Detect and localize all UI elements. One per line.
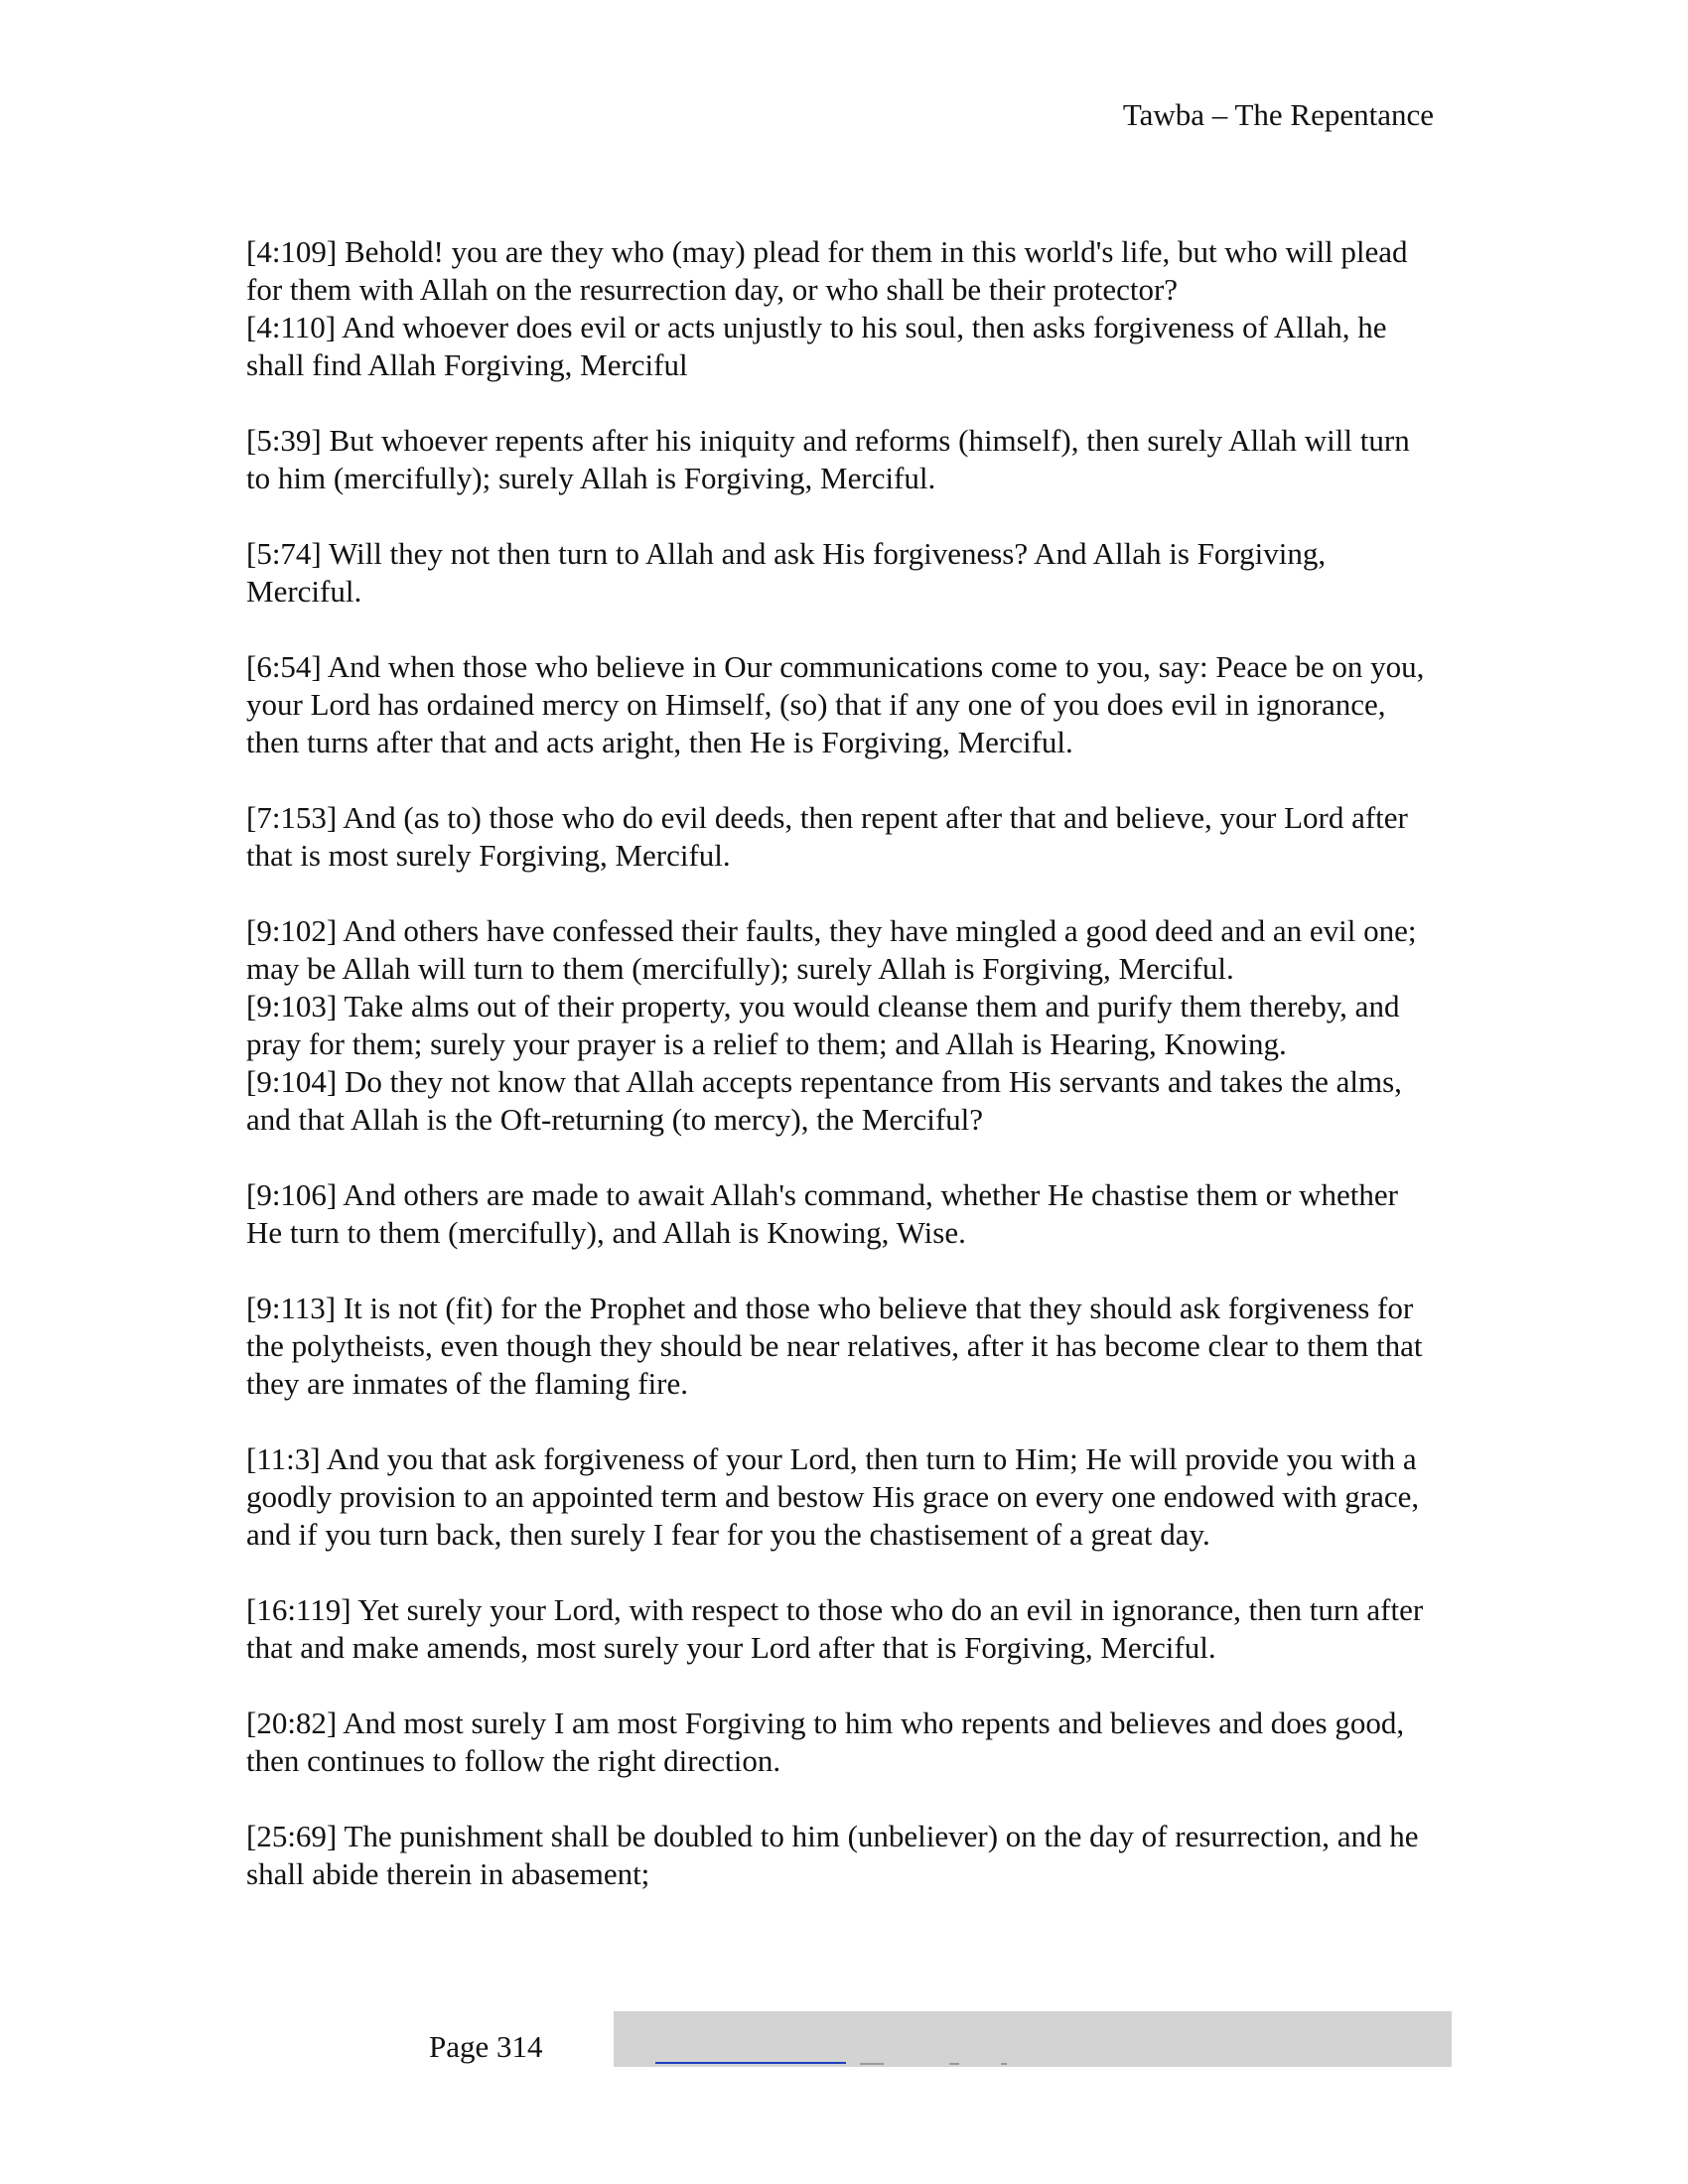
footer-faint-mark — [860, 2063, 884, 2065]
footer-link-underline[interactable] — [655, 2062, 846, 2064]
verse-16-119: [16:119] Yet surely your Lord, with respect to those who do an evil in ignorance, then turn after that and make amends, most surely your Lord after that is Forgiving, Merciful. — [246, 1592, 1424, 1665]
verse-9-103: [9:103] Take alms out of their property, you would cleanse them and purify them thereby, and pray for them; surely your prayer is a relief to them; and Allah is Hearing, Knowing. — [246, 989, 1400, 1061]
footer-faint-mark — [949, 2063, 959, 2065]
verse-4-109: [4:109] Behold! you are they who (may) plead for them in this world's life, but who will plead for them with Allah on the resurrection day, or who shall be their protector? — [246, 234, 1408, 307]
passage-16-119 — [246, 1591, 1438, 1667]
verse-5-74: [5:74] Will they not then turn to Allah and ask His forgiveness? And Allah is Forgiving, Merciful. — [246, 536, 1327, 609]
running-header: Tawba – The Repentance — [1122, 97, 1434, 132]
passage-5-74 — [246, 535, 1438, 611]
verse-5-39: [5:39] But whoever repents after his iniquity and reforms (himself), then surely Allah will turn to him (mercifully); surely Allah is Forgiving, Merciful. — [246, 423, 1410, 495]
passage-5-39 — [246, 422, 1438, 497]
passage-25-69 — [246, 1818, 1438, 1893]
verse-9-106: [9:106] And others are made to await Allah's command, whether He chastise them or whether He turn to them (mercifully), and Allah is Knowing, Wise. — [246, 1177, 1398, 1250]
footer-faint-mark — [1001, 2063, 1007, 2065]
passage-11-3 — [246, 1440, 1438, 1554]
passage-6-54 — [246, 648, 1438, 761]
verse-11-3: [11:3] And you that ask forgiveness of your Lord, then turn to Him; He will provide you with a goodly provision to an appointed term and bestow His grace on every one endowed with grace, and if you turn back, then surely I fear for you the chastisement of a great day. — [246, 1441, 1420, 1552]
passage-9-113 — [246, 1290, 1438, 1403]
passage-4-109 — [246, 233, 1438, 384]
verse-9-113: [9:113] It is not (fit) for the Prophet and those who believe that they should ask forgiveness for the polytheists, even though they should be near relatives, after it has become clear to them that they are inmates of the flaming fire. — [246, 1291, 1423, 1401]
passage-20-82 — [246, 1705, 1438, 1780]
verse-9-102: [9:102] And others have confessed their faults, they have mingled a good deed and an evil one; may be Allah will turn to them (mercifully); surely Allah is Forgiving, Merciful. — [246, 913, 1417, 986]
footer-bar — [614, 2011, 1452, 2067]
passage-9-102 — [246, 912, 1438, 1139]
verse-25-69: [25:69] The punishment shall be doubled to him (unbeliever) on the day of resurrection, and he shall abide therein in abasement; — [246, 1819, 1419, 1891]
verse-7-153: [7:153] And (as to) those who do evil deeds, then repent after that and believe, your Lord after that is most surely Forgiving, Merciful. — [246, 800, 1408, 873]
passage-9-106 — [246, 1176, 1438, 1252]
verse-6-54: [6:54] And when those who believe in Our communications come to you, say: Peace be on you, your Lord has ordained mercy on Himself, (so) that if any one of you does evil in ignorance, then turns after that and acts aright, then He is Forgiving, Merciful. — [246, 649, 1425, 759]
verse-list — [246, 233, 1438, 1931]
verse-20-82: [20:82] And most surely I am most Forgiving to him who repents and believes and does good, then continues to follow the right direction. — [246, 1706, 1405, 1778]
verse-4-110: [4:110] And whoever does evil or acts unjustly to his soul, then asks forgiveness of Allah, he shall find Allah Forgiving, Merciful — [246, 310, 1387, 382]
verse-9-104: [9:104] Do they not know that Allah accepts repentance from His servants and takes the alms, and that Allah is the Oft-returning (to mercy), the Merciful? — [246, 1064, 1402, 1137]
page-number: Page 314 — [429, 2029, 543, 2064]
passage-7-153 — [246, 799, 1438, 875]
